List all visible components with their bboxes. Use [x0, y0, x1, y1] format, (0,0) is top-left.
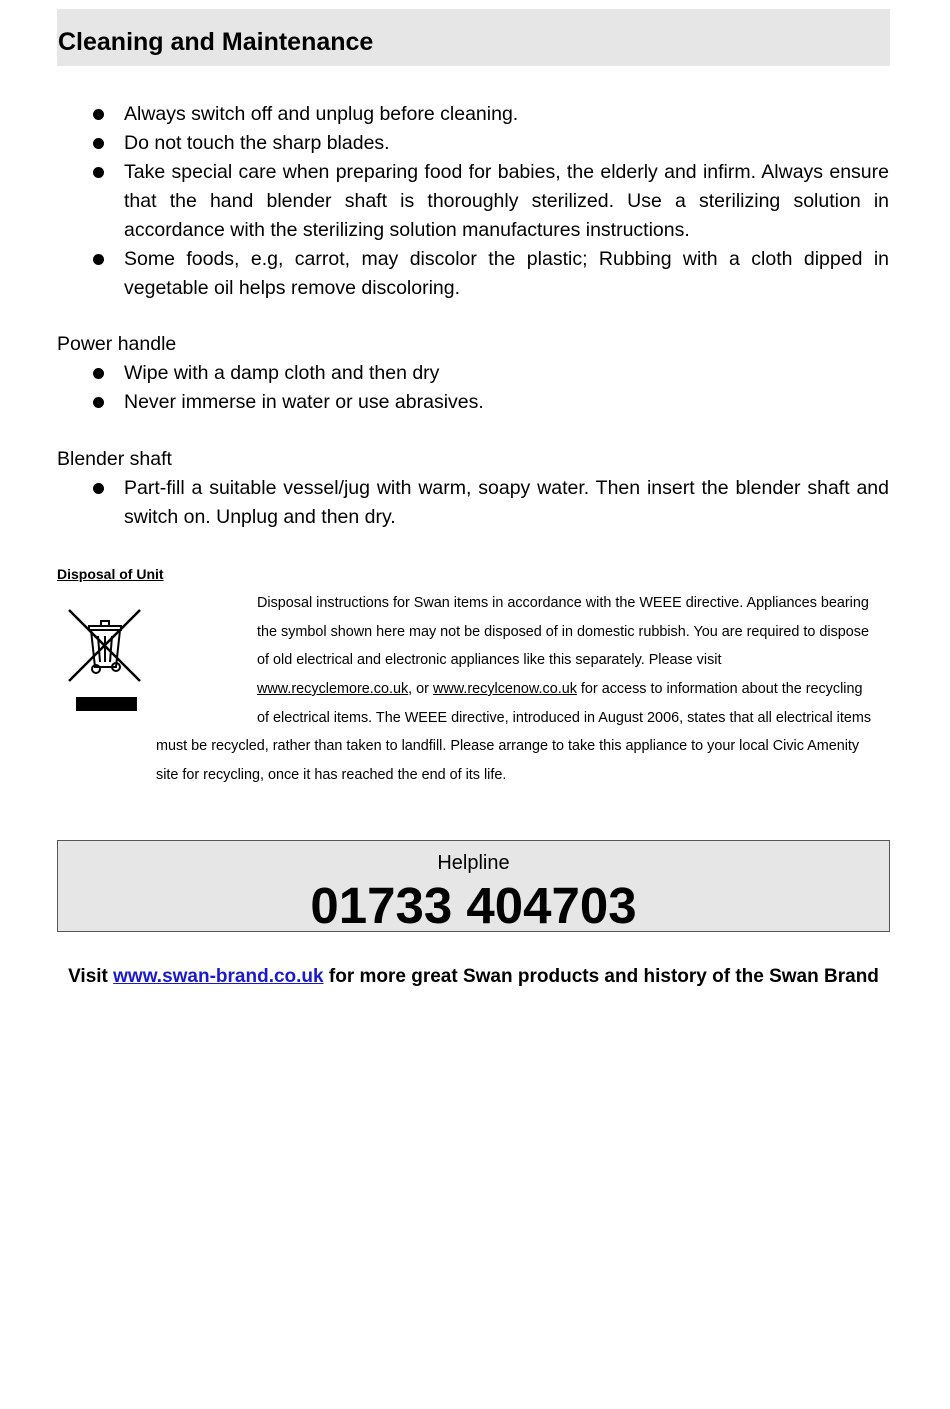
list-item-text: Do not touch the sharp blades. — [124, 132, 390, 154]
page-title: Cleaning and Maintenance — [58, 28, 374, 56]
bullet-icon — [93, 109, 104, 120]
list-item — [57, 359, 889, 388]
bullet-icon — [93, 167, 104, 178]
helpline-box — [57, 840, 890, 932]
power-handle-list — [57, 359, 889, 417]
list-item — [57, 158, 889, 245]
list-item — [57, 129, 889, 158]
list-item-text: Part-fill a suitable vessel/jug with warm, soapy water. Then insert the blender shaft and switch on. Unplug and then dry. — [124, 477, 889, 528]
recyclemore-link[interactable]: www.recyclemore.co.uk — [257, 681, 409, 697]
recyclenow-link[interactable]: www.recylcenow.co.uk — [432, 681, 577, 697]
disposal-text-line: Disposal instructions for Swan items in accordance with the WEEE directive. Appliances bearing — [257, 595, 869, 611]
disposal-heading: Disposal of Unit — [57, 566, 164, 582]
bullet-icon — [93, 397, 104, 408]
bullet-icon — [93, 254, 104, 265]
bullet-icon — [93, 368, 104, 379]
list-item-text: Take special care when preparing food for babies, the elderly and infirm. Always ensure that the hand blender shaft is thoroughly sterilized. Use a sterilizing solution in accordance with the sterilizing solution manufactures instructions. — [124, 161, 889, 241]
disposal-text-rest: for access to information about the recycling — [576, 681, 863, 697]
bullet-icon — [93, 483, 104, 494]
disposal-text-line: of electrical items. The WEEE directive, introduced in August 2006, states that all electrical items — [257, 710, 872, 726]
list-item — [57, 245, 889, 303]
list-item — [57, 388, 889, 417]
swan-brand-link[interactable]: www.swan-brand.co.uk — [113, 966, 324, 987]
section-title-bar — [57, 9, 890, 66]
visit-website-line — [57, 963, 890, 991]
blender-shaft-heading: Blender shaft — [57, 448, 172, 470]
link-separator: , or — [408, 681, 433, 697]
list-item-text: Always switch off and unplug before cleaning. — [124, 103, 519, 125]
disposal-text-line: site for recycling, once it has reached the end of its life. — [156, 767, 507, 783]
disposal-text-line — [257, 675, 890, 704]
disposal-text-line: the symbol shown here may not be disposed of in domestic rubbish. You are required to dispose — [257, 624, 869, 640]
list-item — [57, 474, 889, 532]
visit-prefix: Visit — [68, 966, 114, 987]
disposal-text-line: must be recycled, rather than taken to landfill. Please arrange to take this appliance to your local Civic Amenity — [156, 738, 860, 754]
visit-suffix: for more great Swan products and history of the Swan Brand — [323, 966, 879, 987]
general-cleaning-list — [57, 100, 889, 303]
helpline-number: 01733 404703 — [310, 877, 637, 934]
bullet-icon — [93, 138, 104, 149]
list-item-text: Some foods, e.g, carrot, may discolor the plastic; Rubbing with a cloth dipped in vegetable oil helps remove discoloring. — [124, 248, 889, 299]
disposal-text-line: of old electrical and electronic appliances like this separately. Please visit — [257, 652, 722, 668]
blender-shaft-list — [57, 474, 889, 532]
power-handle-heading: Power handle — [57, 333, 177, 355]
list-item — [57, 100, 889, 129]
helpline-label: Helpline — [437, 852, 510, 874]
list-item-text: Wipe with a damp cloth and then dry — [124, 362, 440, 384]
list-item-text: Never immerse in water or use abrasives. — [124, 391, 484, 413]
weee-crossed-bin-icon — [66, 605, 144, 713]
